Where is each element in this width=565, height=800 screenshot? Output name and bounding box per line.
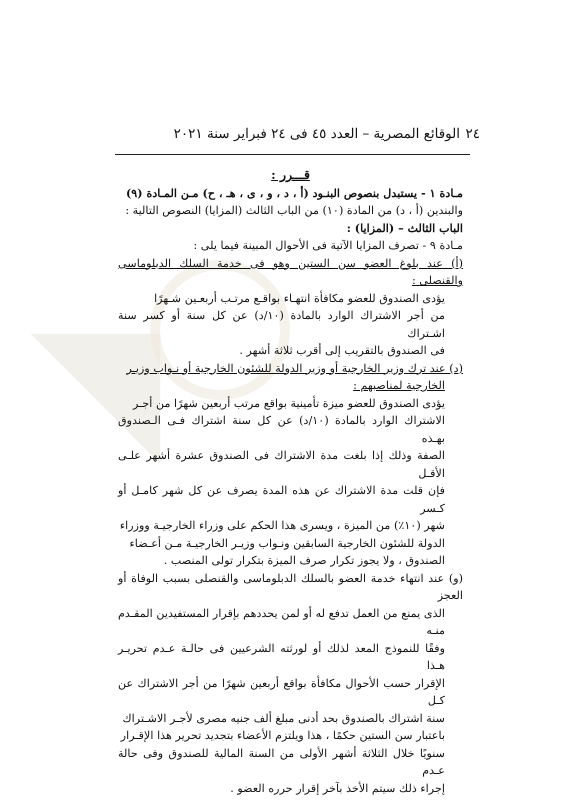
clause-w-line: الذى يمنع من العمل تدفع له أو لمن يحددهم بإقرار المستفيدين المقـدم منـه xyxy=(118,606,445,637)
clause-w-line: سنويًا خلال الثلاثة أشهر الأولى من السنة المالية للصندوق وفى حالة عـدم xyxy=(118,746,445,777)
clause-w-line: (و) عند انتهاء خدمة العضو بالسلك الدبلوماسى والقنصلى بسبب الوفاة أو العجز xyxy=(118,571,463,602)
decree-heading: قـــرر : xyxy=(271,167,310,182)
watermark-logo: ◥ xyxy=(30,286,161,484)
decree-body xyxy=(118,166,463,797)
page-header xyxy=(170,126,480,142)
clause-a-line: من أجر الاشتراك الوارد بالمادة (١٠/د) عن كل سنة أو كسر سنة اشـتراك xyxy=(118,309,445,340)
clause-d-line: شهر (١٠٪) من الميزة ، ويسرى هذا الحكم على وزراء الخارجيـة ووزراء xyxy=(119,519,445,532)
clause-a-heading: (أ) عند بلوغ العضو سن الستين وهو فى خدمة السلك الدبلوماسى والقنصلى : xyxy=(118,256,463,287)
page-number: ٢٤ xyxy=(465,126,480,142)
clause-w-line: سنة اشتراك بالصندوق بحد أدنى مبلغ ألف جنيه مصرى لأجـر الاشـتراك xyxy=(122,711,445,725)
clause-d-line: فإن قلت مدة الاشتراك عن هذه المدة يصرف عن كل شهر كامـل أو كـسر xyxy=(118,484,445,515)
clause-w-line: إجراء ذلك سيتم الأخذ بآخر إقرار حرره العضو . xyxy=(230,781,445,795)
clause-d-heading: الخارجية لمناصبهم : xyxy=(353,379,445,392)
clause-d-heading: (د) عند ترك وزير الخارجية أو وزير الدولة للشئون الخارجية أو نـواب وزيـر xyxy=(126,361,463,375)
clause-a-line: فى الصندوق بالتقريب إلى أقرب ثلاثة أشهر . xyxy=(239,344,445,357)
clause-d-line: الدولة للشئون الخارجية السابقين ونـواب وزيـر الخارجيـة مـن أعـضاء xyxy=(129,536,445,550)
clause-d-line: الاشتراك الوارد بالمادة (١٠/د) عن كل سنة اشتراك فـى الـصندوق بهـذه xyxy=(118,414,445,445)
running-title: الوقائع المصرية – العدد ٤٥ فى ٢٤ فبراير سنة ٢٠٢١ xyxy=(173,126,460,142)
chapter-heading: الباب الثالث – (المزايا) : xyxy=(346,220,463,235)
article-1-line: مـادة ١ - يستبدل بنصوص البنـود (أ ، د ، و ، ى ، هـ ، ح) مـن المـادة (٩) xyxy=(125,185,463,200)
clause-d-line: يؤدى الصندوق للعضو ميزة تأمينية بواقع مرتب أربعين شهرًا من أجـر xyxy=(132,396,445,410)
article-9-line: مـادة ٩ - تصرف المزايا الآتية فى الأحوال المبينة فيما يلى : xyxy=(193,239,463,252)
clause-w-line: وفقًا للنموذج المعد لذلك أو لورثته الشرعيين فى حالـة عـدم تحريـر هـذا xyxy=(118,641,445,672)
clause-a-line: يؤدى الصندوق للعضو مكافأة انتهـاء بواقـع مرتـب أربعـين شـهرًا xyxy=(154,291,445,305)
header-rule xyxy=(115,154,470,155)
clause-d-line: الصفة وذلك إذا بلغت مدة الاشتراك فى الصندوق عشرة أشهر علـى الأقـل xyxy=(118,449,445,480)
clause-d-line: الصندوق ، ولا يجوز تكرار صرف الميزة بتكرار تولى المنصب . xyxy=(163,554,445,567)
clause-w-line: باعتبار سن الستين حكمًا ، هذا ويلتزم الأعضاء بتجديد تحرير هذا الإقـرار xyxy=(120,729,445,742)
clause-w-line: الإقرار حسب الأحوال مكافأة بواقع أربعين شهرًا من أجر الاشتراك عن كـل xyxy=(118,676,445,707)
article-1-line: والبندين (أ ، د) من المادة (١٠) من الباب الثالث (المزايا) النصوص التالية : xyxy=(125,204,463,217)
